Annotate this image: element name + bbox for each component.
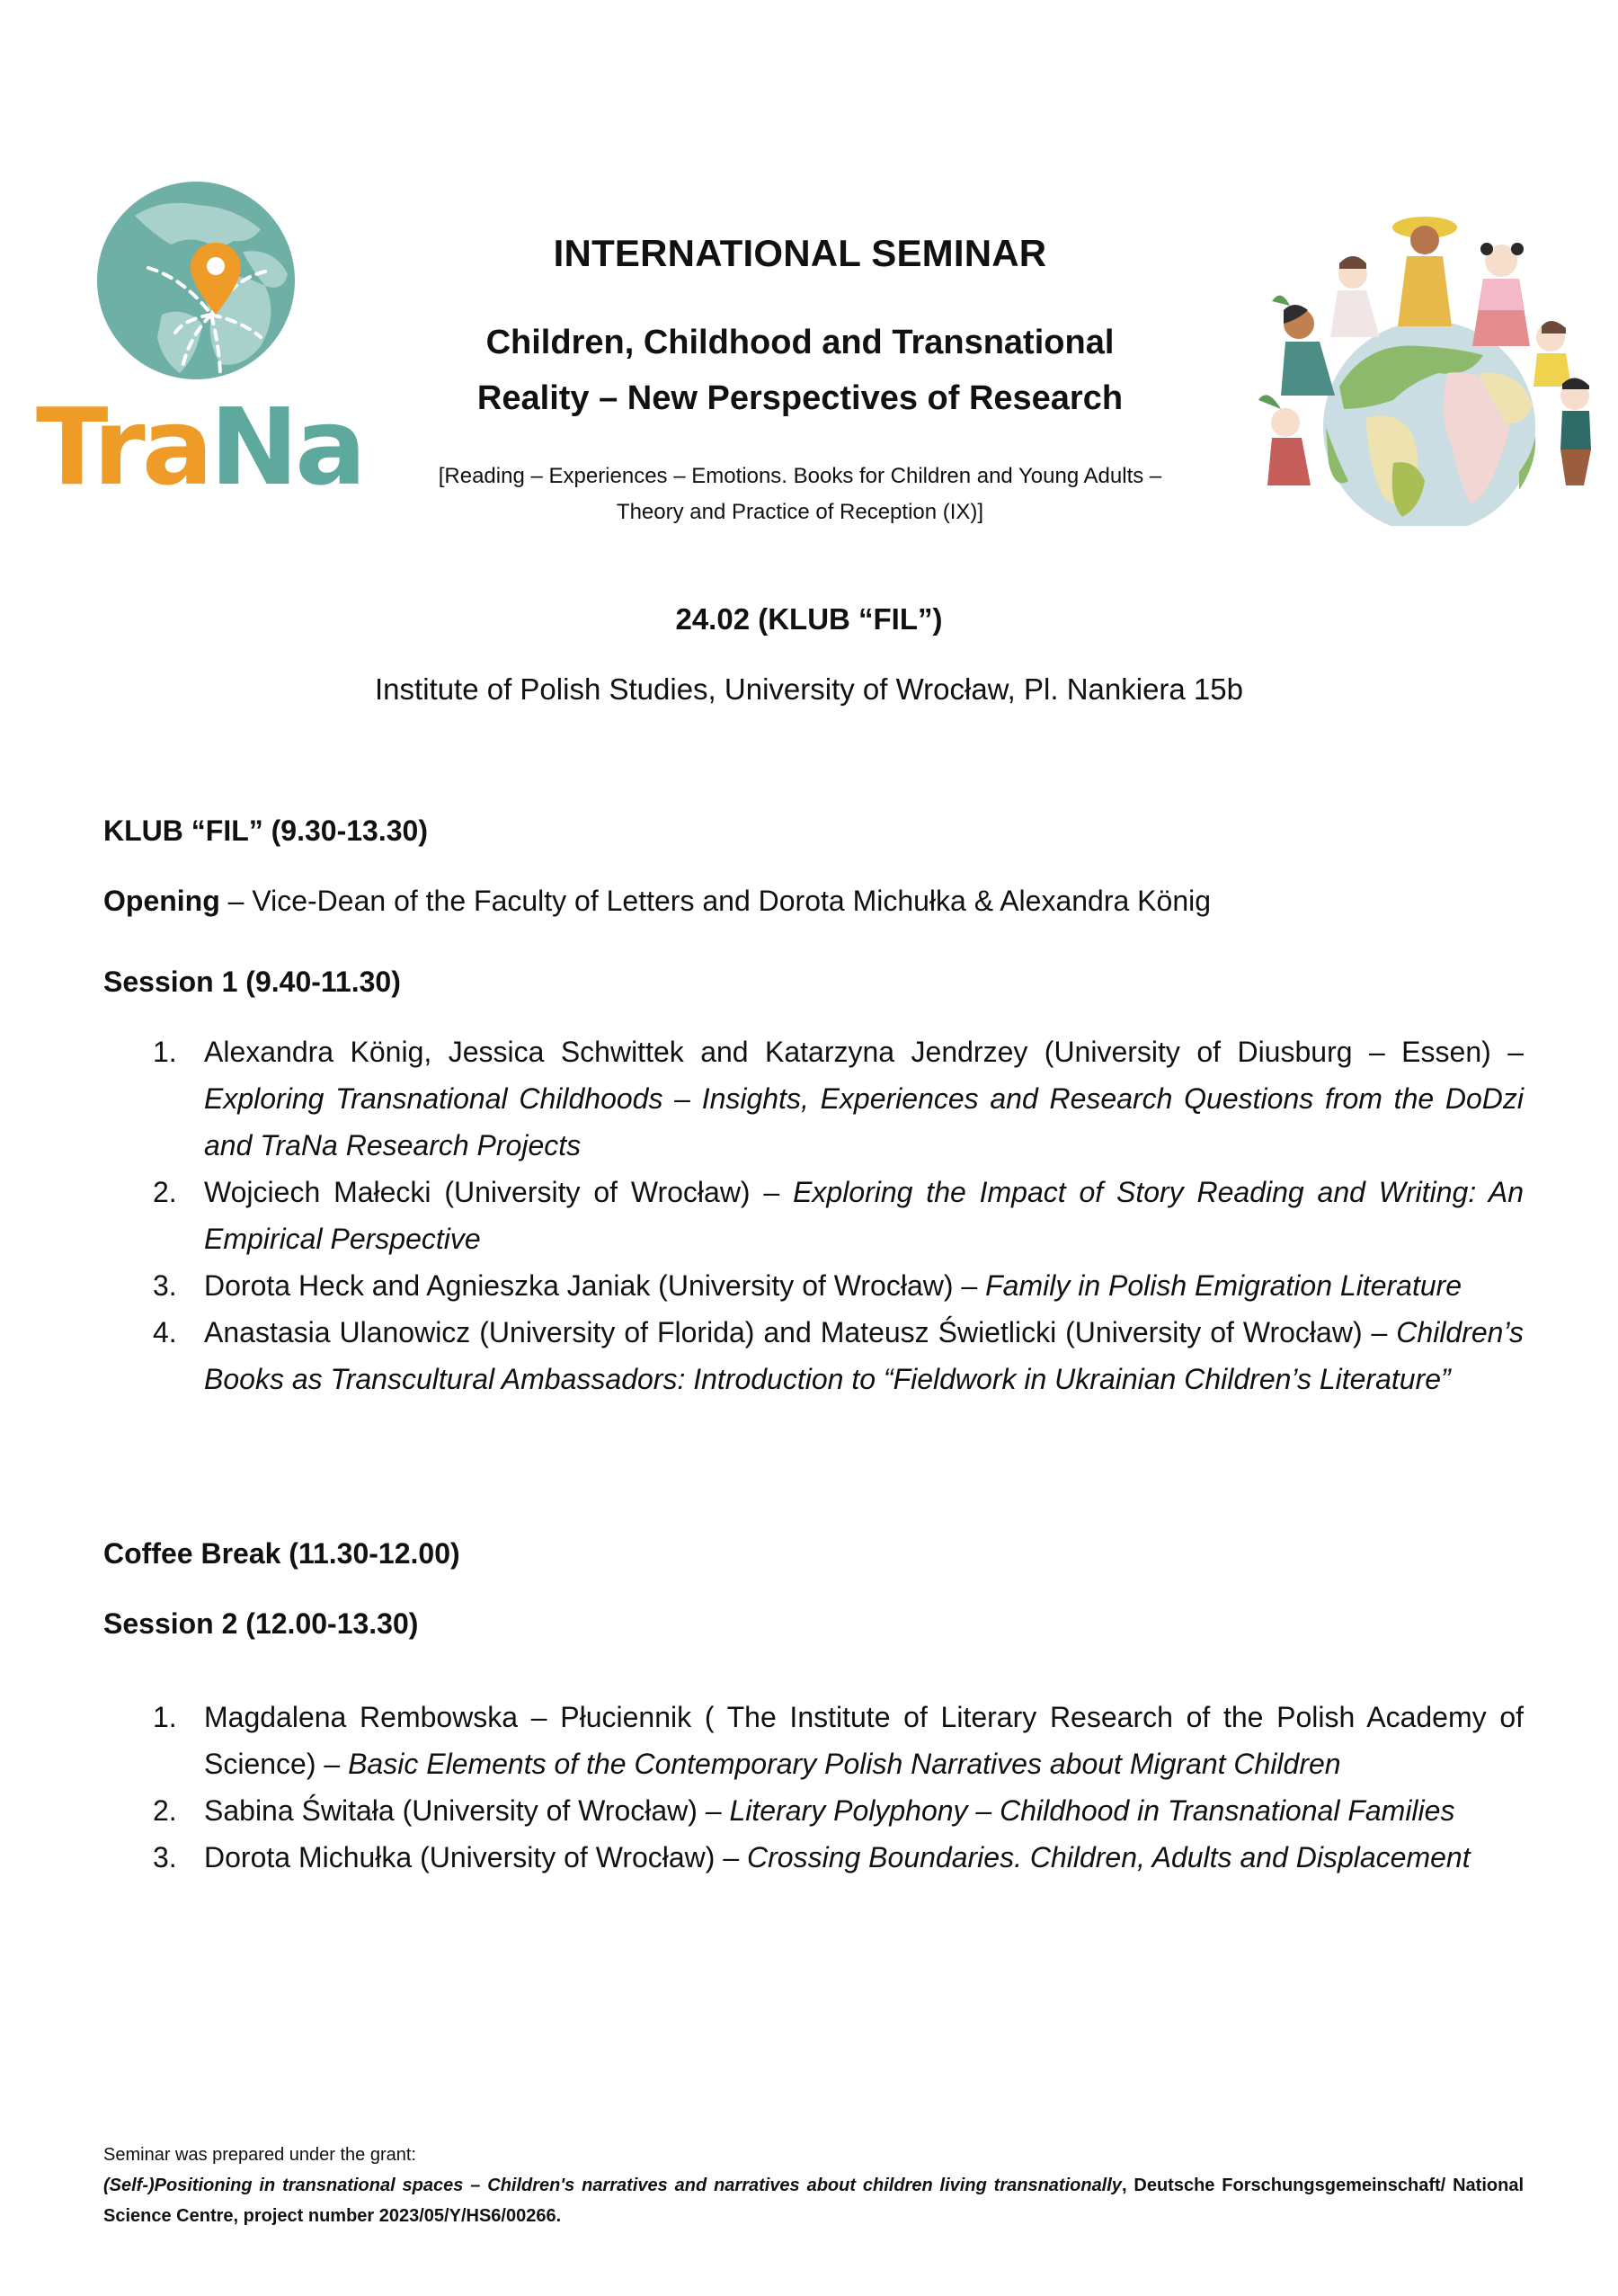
- trana-logo: [27, 180, 369, 512]
- session2-talk-list: [103, 1694, 1524, 1881]
- talk-number: 1.: [153, 1701, 177, 1733]
- talk-item: [103, 1028, 1524, 1169]
- talk-title: Literary Polyphony – Childhood in Transnational Families: [729, 1794, 1455, 1827]
- venue-heading: [103, 807, 1524, 854]
- children-globe-illustration: [1231, 193, 1609, 526]
- children-around-globe-icon: [1231, 193, 1609, 526]
- talk-item: [103, 1169, 1524, 1262]
- talk-title: Exploring the Impact of Story Reading and Writing: An Empirical Perspective: [204, 1176, 1525, 1255]
- page-title: INTERNATIONAL SEMINAR: [553, 232, 1047, 274]
- event-date: 24.02 (KLUB “FIL”): [675, 602, 943, 636]
- coffee-break: [103, 1530, 1524, 1577]
- opening-line: [103, 877, 1524, 924]
- talk-speakers: Dorota Heck and Agnieszka Janiak (University of Wrocław) –: [204, 1269, 986, 1302]
- talk-number: 1.: [153, 1036, 177, 1068]
- talk-speakers: Magdalena Rembowska – Płuciennik ( The Institute of Literary Research of the Polish Academy of Science) –: [204, 1701, 1524, 1780]
- talk-item: [103, 1262, 1524, 1309]
- logo-word-tra: Tra: [36, 385, 210, 509]
- talk-item: [103, 1694, 1524, 1787]
- subtitle-line-2: Reality – New Perspectives of Research: [476, 379, 1124, 417]
- talk-title: Basic Elements of the Contemporary Polish Narratives about Migrant Children: [348, 1748, 1341, 1780]
- seminar-subtitle: [387, 315, 1214, 426]
- session2-heading: [103, 1600, 1524, 1647]
- talk-number: 2.: [153, 1794, 177, 1827]
- grant-footer: [103, 2140, 1524, 2231]
- session2-heading-text: Session 2 (12.00-13.30): [103, 1607, 419, 1640]
- session2-talks: [103, 1694, 1524, 1881]
- globe-pin-icon: [27, 180, 369, 396]
- grant-title: (Self-)Positioning in transnational spaces – Children's narratives and narratives about children living transnationally: [103, 2176, 1122, 2195]
- venue-heading-text: KLUB “FIL” (9.30-13.30): [103, 814, 428, 847]
- talk-number: 2.: [153, 1176, 177, 1208]
- talk-speakers: Alexandra König, Jessica Schwittek and Katarzyna Jendrzey (University of Diusburg – Essen) –: [204, 1036, 1524, 1068]
- logo-word-na: Na: [209, 385, 363, 509]
- session1-heading: [103, 958, 1524, 1005]
- logo-wordmark: [36, 385, 363, 509]
- series-line-1: [Reading – Experiences – Emotions. Books for Children and Young Adults –: [438, 464, 1162, 488]
- talk-title: Crossing Boundaries. Children, Adults and Displacement: [747, 1841, 1471, 1873]
- talk-title: Family in Polish Emigration Literature: [985, 1269, 1462, 1302]
- coffee-break-text: Coffee Break (11.30-12.00): [103, 1537, 460, 1570]
- talk-title: Children’s Books as Transcultural Ambassadors: Introduction to “Fieldwork in Ukrainian Children’s Literature”: [204, 1316, 1524, 1395]
- session1-heading-text: Session 1 (9.40-11.30): [103, 966, 401, 998]
- talk-item: [103, 1309, 1524, 1402]
- series-note: [387, 458, 1214, 530]
- talk-item: [103, 1787, 1524, 1834]
- talk-title: Exploring Transnational Childhoods – Insights, Experiences and Research Questions from the DoDzi and TraNa Research Projects: [204, 1082, 1524, 1161]
- talk-number: 4.: [153, 1316, 177, 1348]
- grant-details: [103, 2170, 1524, 2231]
- talk-number: 3.: [153, 1269, 177, 1302]
- opening-label: Opening: [103, 885, 220, 917]
- grant-funders: , Deutsche Forschungsgemeinschaft/ National Science Centre, project number 2023/05/Y/HS6/00266.: [103, 2176, 1525, 2226]
- talk-number: 3.: [153, 1841, 177, 1873]
- talk-speakers: Sabina Świtała (University of Wrocław) –: [204, 1794, 730, 1827]
- grant-intro: Seminar was prepared under the grant:: [103, 2145, 416, 2165]
- talk-speakers: Anastasia Ulanowicz (University of Florida) and Mateusz Świetlicki (University of Wrocław) –: [204, 1316, 1397, 1348]
- subtitle-line-1: Children, Childhood and Transnational: [485, 324, 1115, 361]
- series-line-2: Theory and Practice of Reception (IX)]: [616, 500, 984, 524]
- talk-speakers: Wojciech Małecki (University of Wrocław) –: [204, 1176, 794, 1208]
- talk-item: [103, 1834, 1524, 1881]
- event-address: Institute of Polish Studies, University of Wrocław, Pl. Nankiera 15b: [375, 672, 1243, 706]
- talk-speakers: Dorota Michułka (University of Wrocław) –: [204, 1841, 748, 1873]
- opening-text: – Vice-Dean of the Faculty of Letters and Dorota Michułka & Alexandra König: [219, 885, 1212, 917]
- session1-talk-list: [103, 1028, 1524, 1402]
- session1-talks: [103, 1028, 1524, 1402]
